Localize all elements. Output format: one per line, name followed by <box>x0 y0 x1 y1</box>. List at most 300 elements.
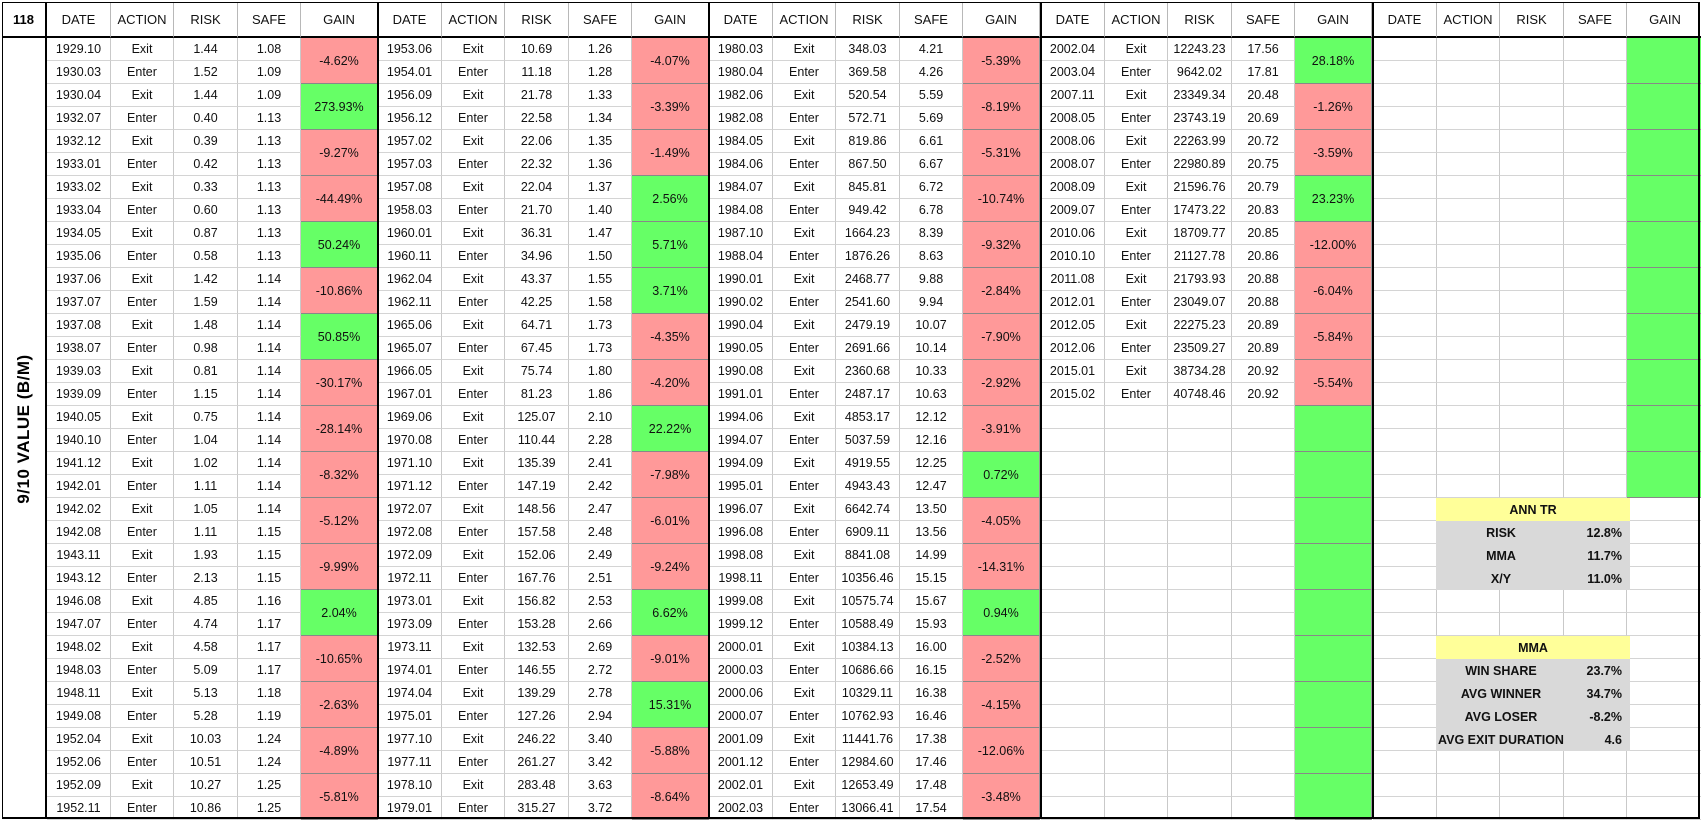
cell-action: Enter <box>1105 107 1168 130</box>
cell-action: Exit <box>773 498 836 521</box>
cell-risk: 5037.59 <box>836 429 900 452</box>
gain-cell: -2.92% <box>963 360 1040 406</box>
gain-cell: 2.04% <box>301 590 378 636</box>
cell-action: Enter <box>773 337 836 360</box>
cell-date: 1960.11 <box>378 245 442 268</box>
cell-safe: 1.15 <box>238 544 301 567</box>
gain-cell: 5.71% <box>632 222 709 268</box>
cell-risk: 0.81 <box>174 360 238 383</box>
empty-cell <box>1437 383 1500 406</box>
cell-date: 1984.08 <box>709 199 773 222</box>
empty-cell <box>1437 613 1500 636</box>
cell-date: 1952.09 <box>47 774 111 797</box>
gain-cell: -10.65% <box>301 636 378 682</box>
cell-date: 1960.01 <box>378 222 442 245</box>
cell-date: 1990.08 <box>709 360 773 383</box>
cell-date: 2002.01 <box>709 774 773 797</box>
empty-cell <box>1041 475 1105 498</box>
cell-risk: 22.32 <box>505 153 569 176</box>
cell-safe: 1.13 <box>238 153 301 176</box>
cell-action: Enter <box>111 751 174 774</box>
cell-safe: 1.28 <box>569 61 632 84</box>
cell-risk: 1.02 <box>174 452 238 475</box>
empty-cell <box>1105 728 1168 751</box>
cell-risk: 0.58 <box>174 245 238 268</box>
cell-risk: 125.07 <box>505 406 569 429</box>
cell-safe: 20.69 <box>1232 107 1295 130</box>
cell-action: Enter <box>773 751 836 774</box>
empty-cell <box>1564 61 1627 84</box>
cell-action: Exit <box>773 406 836 429</box>
cell-date: 2000.01 <box>709 636 773 659</box>
empty-cell <box>1373 452 1437 475</box>
empty-cell <box>1437 222 1500 245</box>
empty-cell <box>1564 107 1627 130</box>
spreadsheet <box>2 2 1700 819</box>
gain-cell: -4.07% <box>632 38 709 84</box>
cell-date: 2002.03 <box>709 797 773 820</box>
empty-cell <box>1232 682 1295 705</box>
empty-cell <box>1500 222 1564 245</box>
cell-date: 1965.07 <box>378 337 442 360</box>
gain-cell: -3.91% <box>963 406 1040 452</box>
gain-cell-empty <box>1627 360 1701 406</box>
empty-cell <box>1500 475 1564 498</box>
cell-date: 1974.04 <box>378 682 442 705</box>
cell-safe: 1.24 <box>238 728 301 751</box>
cell-action: Enter <box>442 613 505 636</box>
cell-risk: 1.15 <box>174 383 238 406</box>
empty-cell <box>1168 475 1232 498</box>
empty-cell <box>1500 291 1564 314</box>
empty-cell <box>1373 383 1437 406</box>
header-gain: GAIN <box>1627 2 1701 38</box>
cell-risk: 8841.08 <box>836 544 900 567</box>
empty-cell <box>1437 84 1500 107</box>
empty-cell <box>1564 406 1627 429</box>
cell-action: Exit <box>442 498 505 521</box>
mma-value: 23.7% <box>1566 659 1630 682</box>
empty-cell <box>1105 774 1168 797</box>
cell-action: Exit <box>773 590 836 613</box>
cell-risk: 1.59 <box>174 291 238 314</box>
cell-safe: 10.63 <box>900 383 963 406</box>
header-gain: GAIN <box>963 2 1040 38</box>
cell-date: 2011.08 <box>1041 268 1105 291</box>
cell-action: Enter <box>773 199 836 222</box>
cell-action: Exit <box>111 498 174 521</box>
empty-cell <box>1373 337 1437 360</box>
empty-cell <box>1041 429 1105 452</box>
cell-date: 2008.05 <box>1041 107 1105 130</box>
empty-cell <box>1500 107 1564 130</box>
cell-action: Exit <box>1105 314 1168 337</box>
cell-date: 2000.06 <box>709 682 773 705</box>
empty-cell <box>1168 682 1232 705</box>
cell-safe: 2.94 <box>569 705 632 728</box>
empty-cell <box>1041 682 1105 705</box>
cell-risk: 520.54 <box>836 84 900 107</box>
cell-safe: 6.78 <box>900 199 963 222</box>
empty-cell <box>1627 521 1701 544</box>
header-date: DATE <box>1041 2 1105 38</box>
cell-date: 1933.04 <box>47 199 111 222</box>
cell-risk: 5.13 <box>174 682 238 705</box>
cell-risk: 1.11 <box>174 475 238 498</box>
cell-risk: 0.75 <box>174 406 238 429</box>
cell-safe: 2.48 <box>569 521 632 544</box>
cell-risk: 2468.77 <box>836 268 900 291</box>
mma-value: 4.6 <box>1566 728 1630 751</box>
gain-cell: -5.84% <box>1295 314 1372 360</box>
header-action: ACTION <box>111 2 174 38</box>
empty-cell <box>1168 452 1232 475</box>
cell-risk: 43.37 <box>505 268 569 291</box>
cell-date: 1980.04 <box>709 61 773 84</box>
cell-safe: 2.47 <box>569 498 632 521</box>
empty-cell <box>1232 521 1295 544</box>
cell-date: 1973.11 <box>378 636 442 659</box>
header-risk: RISK <box>505 2 569 38</box>
mma-label: AVG EXIT DURATION <box>1436 728 1566 751</box>
cell-action: Exit <box>773 728 836 751</box>
cell-risk: 4943.43 <box>836 475 900 498</box>
header-risk: RISK <box>1500 2 1564 38</box>
empty-cell <box>1041 498 1105 521</box>
cell-safe: 6.67 <box>900 153 963 176</box>
empty-cell <box>1437 751 1500 774</box>
cell-date: 1941.12 <box>47 452 111 475</box>
mma-value: 34.7% <box>1566 682 1630 705</box>
empty-cell <box>1105 452 1168 475</box>
cell-safe: 16.15 <box>900 659 963 682</box>
side-label: 9/10 VALUE (B/M) <box>13 353 33 504</box>
cell-action: Exit <box>442 360 505 383</box>
cell-action: Exit <box>111 176 174 199</box>
cell-action: Enter <box>773 61 836 84</box>
cell-safe: 16.00 <box>900 636 963 659</box>
gain-cell: -4.62% <box>301 38 378 84</box>
empty-cell <box>1232 475 1295 498</box>
cell-risk: 572.71 <box>836 107 900 130</box>
header-date: DATE <box>709 2 773 38</box>
cell-action: Exit <box>111 360 174 383</box>
cell-safe: 9.88 <box>900 268 963 291</box>
empty-cell <box>1168 406 1232 429</box>
cell-date: 2008.07 <box>1041 153 1105 176</box>
cell-safe: 16.38 <box>900 682 963 705</box>
empty-cell <box>1373 613 1437 636</box>
header-date: DATE <box>1373 2 1437 38</box>
cell-safe: 1.14 <box>238 452 301 475</box>
cell-safe: 20.89 <box>1232 314 1295 337</box>
cell-date: 1979.01 <box>378 797 442 820</box>
cell-risk: 2541.60 <box>836 291 900 314</box>
empty-cell <box>1564 613 1627 636</box>
empty-cell <box>1627 751 1701 774</box>
cell-risk: 4.74 <box>174 613 238 636</box>
empty-cell <box>1373 291 1437 314</box>
empty-cell <box>1168 429 1232 452</box>
cell-risk: 0.40 <box>174 107 238 130</box>
cell-safe: 2.72 <box>569 659 632 682</box>
cell-date: 1942.08 <box>47 521 111 544</box>
mma-value: -8.2% <box>1566 705 1630 728</box>
cell-date: 2012.06 <box>1041 337 1105 360</box>
cell-safe: 20.88 <box>1232 268 1295 291</box>
header-gain: GAIN <box>301 2 378 38</box>
cell-date: 1930.04 <box>47 84 111 107</box>
cell-action: Enter <box>442 705 505 728</box>
cell-date: 1939.03 <box>47 360 111 383</box>
cell-action: Enter <box>111 153 174 176</box>
cell-risk: 0.39 <box>174 130 238 153</box>
cell-risk: 22.58 <box>505 107 569 130</box>
gain-cell: 23.23% <box>1295 176 1372 222</box>
cell-safe: 1.16 <box>238 590 301 613</box>
cell-safe: 16.46 <box>900 705 963 728</box>
empty-cell <box>1564 84 1627 107</box>
cell-action: Exit <box>111 728 174 751</box>
cell-action: Exit <box>111 452 174 475</box>
cell-action: Enter <box>773 521 836 544</box>
cell-action: Exit <box>442 176 505 199</box>
gain-cell: 0.72% <box>963 452 1040 498</box>
cell-action: Exit <box>1105 222 1168 245</box>
cell-date: 2000.03 <box>709 659 773 682</box>
side-label-cell <box>2 38 47 819</box>
cell-date: 1962.04 <box>378 268 442 291</box>
cell-date: 1984.06 <box>709 153 773 176</box>
cell-action: Enter <box>442 245 505 268</box>
cell-date: 1975.01 <box>378 705 442 728</box>
cell-risk: 148.56 <box>505 498 569 521</box>
header-date: DATE <box>47 2 111 38</box>
cell-date: 1991.01 <box>709 383 773 406</box>
header-gain: GAIN <box>632 2 709 38</box>
cell-date: 1942.01 <box>47 475 111 498</box>
cell-date: 2012.01 <box>1041 291 1105 314</box>
cell-risk: 819.86 <box>836 130 900 153</box>
empty-cell <box>1041 705 1105 728</box>
gain-cell-empty <box>1627 406 1701 452</box>
cell-risk: 1.93 <box>174 544 238 567</box>
cell-safe: 3.63 <box>569 774 632 797</box>
empty-cell <box>1105 682 1168 705</box>
cell-date: 1942.02 <box>47 498 111 521</box>
cell-risk: 23743.19 <box>1168 107 1232 130</box>
gain-cell: 15.31% <box>632 682 709 728</box>
cell-date: 1996.08 <box>709 521 773 544</box>
cell-action: Enter <box>1105 291 1168 314</box>
cell-safe: 6.61 <box>900 130 963 153</box>
cell-risk: 1.44 <box>174 84 238 107</box>
cell-action: Exit <box>111 774 174 797</box>
header-safe: SAFE <box>238 2 301 38</box>
empty-cell <box>1564 590 1627 613</box>
gain-cell: -5.12% <box>301 498 378 544</box>
empty-cell <box>1373 659 1437 682</box>
empty-cell <box>1373 199 1437 222</box>
cell-risk: 2487.17 <box>836 383 900 406</box>
cell-risk: 36.31 <box>505 222 569 245</box>
cell-action: Enter <box>442 659 505 682</box>
cell-risk: 2360.68 <box>836 360 900 383</box>
cell-action: Enter <box>111 613 174 636</box>
empty-cell <box>1627 544 1701 567</box>
empty-cell <box>1373 38 1437 61</box>
gain-cell: -3.48% <box>963 774 1040 820</box>
cell-safe: 1.14 <box>238 383 301 406</box>
cell-action: Enter <box>442 475 505 498</box>
gain-cell: -4.05% <box>963 498 1040 544</box>
gain-cell-empty <box>1295 774 1372 820</box>
empty-cell <box>1500 429 1564 452</box>
empty-cell <box>1373 429 1437 452</box>
empty-cell <box>1437 590 1500 613</box>
cell-safe: 17.81 <box>1232 61 1295 84</box>
empty-cell <box>1232 452 1295 475</box>
cell-action: Exit <box>442 544 505 567</box>
cell-action: Exit <box>442 774 505 797</box>
cell-risk: 156.82 <box>505 590 569 613</box>
empty-cell <box>1437 452 1500 475</box>
cell-date: 1971.12 <box>378 475 442 498</box>
cell-risk: 127.26 <box>505 705 569 728</box>
cell-date: 1938.07 <box>47 337 111 360</box>
empty-cell <box>1500 84 1564 107</box>
gain-cell: -7.98% <box>632 452 709 498</box>
cell-safe: 1.36 <box>569 153 632 176</box>
cell-risk: 6909.11 <box>836 521 900 544</box>
cell-action: Enter <box>1105 153 1168 176</box>
cell-risk: 315.27 <box>505 797 569 820</box>
cell-action: Enter <box>442 521 505 544</box>
gain-cell: -7.90% <box>963 314 1040 360</box>
empty-cell <box>1373 475 1437 498</box>
cell-risk: 18709.77 <box>1168 222 1232 245</box>
cell-risk: 10356.46 <box>836 567 900 590</box>
cell-date: 1998.08 <box>709 544 773 567</box>
gain-cell-empty <box>1627 452 1701 498</box>
gain-cell: -1.49% <box>632 130 709 176</box>
cell-date: 1932.07 <box>47 107 111 130</box>
empty-cell <box>1437 314 1500 337</box>
cell-risk: 23049.07 <box>1168 291 1232 314</box>
empty-cell <box>1564 360 1627 383</box>
empty-cell <box>1168 613 1232 636</box>
cell-risk: 10588.49 <box>836 613 900 636</box>
cell-safe: 2.42 <box>569 475 632 498</box>
empty-cell <box>1564 452 1627 475</box>
cell-date: 1932.12 <box>47 130 111 153</box>
empty-cell <box>1105 705 1168 728</box>
cell-date: 1980.03 <box>709 38 773 61</box>
empty-cell <box>1373 360 1437 383</box>
cell-date: 1999.12 <box>709 613 773 636</box>
empty-cell <box>1232 429 1295 452</box>
cell-action: Enter <box>442 153 505 176</box>
gain-cell-empty <box>1627 130 1701 176</box>
cell-action: Exit <box>773 38 836 61</box>
cell-date: 1994.09 <box>709 452 773 475</box>
cell-date: 1937.07 <box>47 291 111 314</box>
cell-action: Enter <box>1105 199 1168 222</box>
cell-action: Exit <box>1105 130 1168 153</box>
mma-label: AVG WINNER <box>1436 682 1566 705</box>
cell-safe: 1.14 <box>238 475 301 498</box>
cell-date: 2002.04 <box>1041 38 1105 61</box>
header-safe: SAFE <box>900 2 963 38</box>
ann_tr-label: MMA <box>1436 544 1566 567</box>
empty-cell <box>1373 406 1437 429</box>
cell-action: Exit <box>773 268 836 291</box>
cell-action: Enter <box>442 337 505 360</box>
gain-cell: -9.99% <box>301 544 378 590</box>
cell-risk: 110.44 <box>505 429 569 452</box>
header-safe: SAFE <box>569 2 632 38</box>
gain-cell: -28.14% <box>301 406 378 452</box>
cell-date: 1933.02 <box>47 176 111 199</box>
cell-action: Exit <box>111 130 174 153</box>
header-risk: RISK <box>174 2 238 38</box>
cell-safe: 1.13 <box>238 199 301 222</box>
cell-date: 1940.10 <box>47 429 111 452</box>
gain-cell: -2.52% <box>963 636 1040 682</box>
cell-risk: 132.53 <box>505 636 569 659</box>
cell-safe: 20.86 <box>1232 245 1295 268</box>
cell-safe: 1.37 <box>569 176 632 199</box>
cell-safe: 1.14 <box>238 406 301 429</box>
cell-action: Exit <box>1105 84 1168 107</box>
cell-action: Enter <box>442 199 505 222</box>
cell-date: 1956.09 <box>378 84 442 107</box>
cell-risk: 0.42 <box>174 153 238 176</box>
header-risk: RISK <box>1168 2 1232 38</box>
empty-cell <box>1373 245 1437 268</box>
cell-action: Exit <box>111 268 174 291</box>
gain-cell: -30.17% <box>301 360 378 406</box>
cell-risk: 67.45 <box>505 337 569 360</box>
cell-safe: 20.75 <box>1232 153 1295 176</box>
cell-date: 1973.01 <box>378 590 442 613</box>
cell-safe: 20.72 <box>1232 130 1295 153</box>
empty-cell <box>1232 590 1295 613</box>
cell-risk: 0.60 <box>174 199 238 222</box>
gain-cell: -5.39% <box>963 38 1040 84</box>
cell-risk: 949.42 <box>836 199 900 222</box>
empty-cell <box>1437 176 1500 199</box>
cell-action: Enter <box>111 199 174 222</box>
cell-action: Enter <box>111 475 174 498</box>
cell-date: 1949.08 <box>47 705 111 728</box>
empty-cell <box>1564 222 1627 245</box>
empty-cell <box>1564 774 1627 797</box>
empty-cell <box>1105 406 1168 429</box>
empty-cell <box>1168 774 1232 797</box>
empty-cell <box>1627 774 1701 797</box>
empty-cell <box>1105 429 1168 452</box>
cell-risk: 0.98 <box>174 337 238 360</box>
empty-cell <box>1627 728 1701 751</box>
empty-cell <box>1564 245 1627 268</box>
cell-risk: 75.74 <box>505 360 569 383</box>
sheet-border-top <box>2 2 1700 3</box>
gain-cell-empty <box>1295 406 1372 452</box>
mma-label: WIN SHARE <box>1436 659 1566 682</box>
empty-cell <box>1373 130 1437 153</box>
gain-cell: 2.56% <box>632 176 709 222</box>
